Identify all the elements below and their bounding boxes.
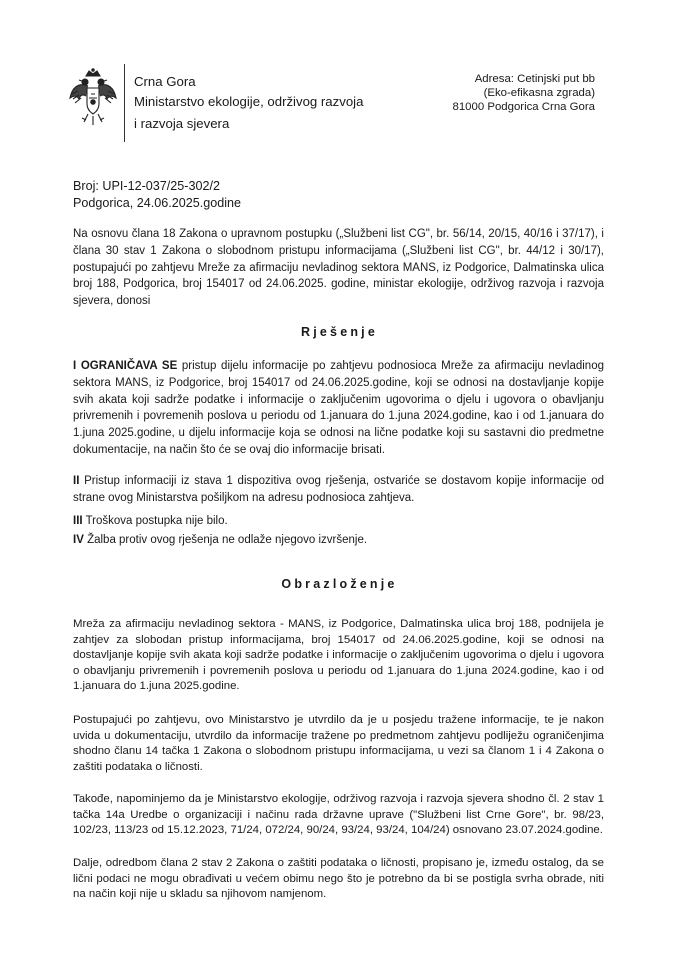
reasoning-paragraph-3: Takođe, napominjemo da je Ministarstvo ekologije, održivog razvoja i razvoja sjevera shodno čl. 2 stav 1 tačka 14a Uredbe o organizaciji i načinu rada državne uprave ("Službeni list Crne Gore", br. 98/23, 102/23, 113/23 od 15.12.2023, 71/24, 072/24, 90/24, 93/24, 93/24, 104/24) osnovano 23.07.2024.godine. bbox=[73, 793, 604, 837]
decision-item-3 bbox=[73, 513, 604, 530]
address-street: Adresa: Cetinjski put bb bbox=[474, 73, 595, 85]
decision-item-4-lead: IV bbox=[73, 534, 84, 546]
reference-number: Broj: UPI-12-037/25-302/2 bbox=[73, 179, 221, 193]
header-divider bbox=[124, 64, 125, 142]
address-building: (Eko-efikasna zgrada) bbox=[483, 87, 595, 99]
coat-of-arms-icon bbox=[68, 68, 118, 128]
reasoning-paragraph-1: Mreža za afirmaciju nevladinog sektora - MANS, iz Podgorice, Dalmatinska ulica broj 188, podnijela je zahtjev za slobodan pristup informacijama, broj 154017 od 24.06.2025.godine, koji se odnosi na dostavljanje kopije svih akata koji sadrže podatke i informacije o zaključenim ugovorima o djelu i ugovora o obavljanju privremenih i povremenih poslova u periodu od 1.januara do 1.juna 2024.godine, kao i od 1.januara do 1.juna 2025.godine. bbox=[73, 618, 604, 693]
address-city: 81000 Podgorica Crna Gora bbox=[452, 101, 595, 113]
decision-item-2-lead: II bbox=[73, 475, 80, 487]
decision-item-3-text: Troškova postupka nije bilo. bbox=[82, 515, 228, 527]
decision-item-4 bbox=[73, 532, 604, 549]
decision-item-1-text: pristup dijelu informacije po zahtjevu podnosioca Mreže za afirmaciju nevladinog sektora MANS, iz Podgorice, broj 154017 od 24.06.2025.godine, koji se odnosi na dostavljanje kopije svih akata koji sadrže podatke i informacije o zaključenim ugovorima o djelu i ugovora o obavljanju privremenih i povremenih poslova u periodu od 1.januara do 1.juna 2024.godine, kao i od 1.januara do 1.juna 2025.godine, u dijelu informacije koja se odnosi na lične podatke koji su sastavni dio predmetne dokumentacije, na način što će se ovaj dio informacije brisati. bbox=[73, 360, 604, 456]
decision-item-2 bbox=[73, 473, 604, 507]
decision-heading: Rješenje bbox=[300, 325, 379, 339]
decision-item-3-lead: III bbox=[73, 515, 83, 527]
institution-ministry-cont: i razvoja sjevera bbox=[134, 116, 230, 131]
reference-place-date: Podgorica, 24.06.2025.godine bbox=[73, 196, 242, 210]
decision-item-4-text: Žalba protiv ovog rješenja ne odlaže njegovo izvršenje. bbox=[83, 534, 368, 546]
reasoning-paragraph-4: Dalje, odredbom člana 2 stav 2 Zakona o zaštiti podataka o ličnosti, propisano je, između ostalog, da se lični podaci ne mogu obrađivati u većem obimu nego što je potrebno da bi se postigla svrha obrade, niti na način koji nije u skladu sa njihovom namjenom. bbox=[73, 857, 604, 901]
reasoning-paragraph-2: Postupajući po zahtjevu, ovo Ministarstvo je utvrdilo da je u posjedu tražene informacije, te je nakon uvida u dokumentaciju, utvrdilo da informacije tražene po predmetnom zahtjevu podliježu ograničenjima shodno članu 14 tačka 1 Zakona o slobodnom pristupu informacijama, u vezi sa članom 1 i 4 Zakona o zaštiti podataka o ličnosti. bbox=[73, 714, 604, 773]
institution-country: Crna Gora bbox=[134, 74, 196, 89]
decision-item-2-text: Pristup informaciji iz stava 1 dispozitiva ovog rješenja, ostvariće se dostavom kopije informacije od strane ovog Ministarstva pošiljkom na adresu podnosioca zahtjeva. bbox=[73, 475, 604, 504]
reasoning-heading: Obrazloženje bbox=[281, 577, 398, 591]
decision-item-1 bbox=[73, 358, 604, 459]
institution-ministry: Ministarstvo ekologije, održivog razvoja bbox=[134, 94, 364, 109]
decision-item-1-lead: I OGRANIČAVA SE bbox=[73, 360, 178, 372]
preamble-paragraph: Na osnovu člana 18 Zakona o upravnom postupku („Službeni list CG", br. 56/14, 20/15, 40/16 i 37/17), i člana 30 stav 1 Zakona o slobodnom pristupu informacijama („Službeni list CG", br. 44/12 i 30/17), postupajući po zahtjevu Mreže za afirmaciju nevladinog sektora MANS, iz Podgorice, Dalmatinska ulica broj 188, Podgorica, broj 154017 od 24.06.2025. godine, ministar ekologije, održivog razvoja i razvoja sjevera, donosi bbox=[73, 228, 604, 308]
